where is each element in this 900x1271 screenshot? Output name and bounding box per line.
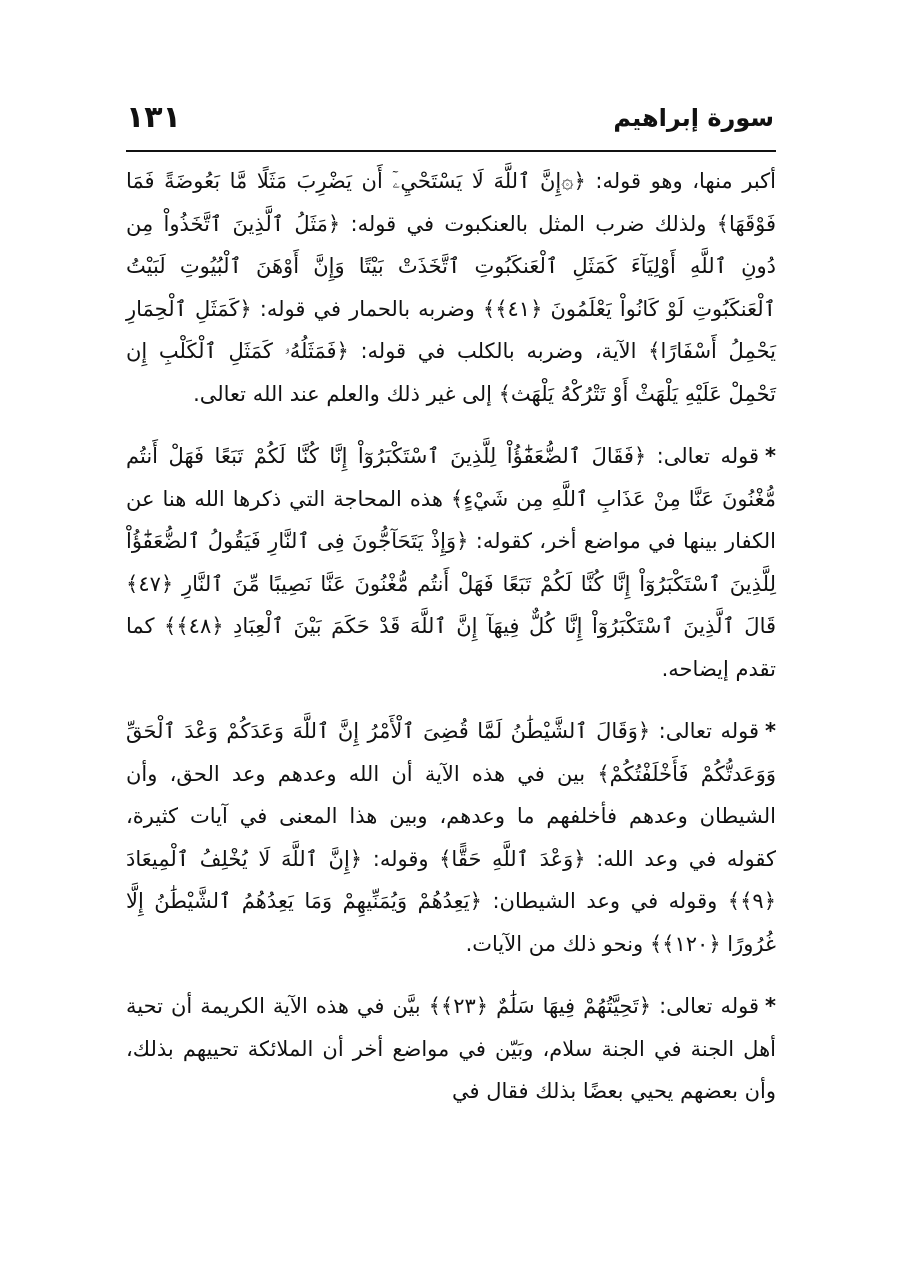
header-divider (126, 150, 776, 152)
star-marker: * (765, 444, 776, 468)
paragraph-text: قوله تعالى: ﴿فَقَالَ ٱلضُّعَفَٰٓؤُاْ لِلَّذِينَ ٱسْتَكْبَرُوٓاْ إِنَّا كُنَّا لَكُمْ تَبَعًا فَهَلْ أَنتُم مُّغْنُونَ عَنَّا مِنْ عَذَابِ ٱللَّهِ مِن شَيْءٍ﴾ هذه المحاجة التي ذكرها الله هنا عن الكفار بينها في مواضع أخر، كقوله: ﴿وَإِذْ يَتَحَآجُّونَ فِى ٱلنَّارِ فَيَقُولُ ٱلضُّعَفَٰٓؤُاْ لِلَّذِينَ ٱسْتَكْبَرُوٓاْ إِنَّا كُنَّا لَكُمْ تَبَعًا فَهَلْ أَنتُم مُّغْنُونَ عَنَّا نَصِيبًا مِّنَ ٱلنَّارِ ﴿٤٧﴾ قَالَ ٱلَّذِينَ ٱسْتَكْبَرُوٓاْ إِنَّا كُلٌّ فِيهَآ إِنَّ ٱللَّهَ قَدْ حَكَمَ بَيْنَ ٱلْعِبَادِ ﴿٤٨﴾﴾ كما تقدم إيضاحه. (126, 444, 777, 681)
surah-title: سورة إبراهيم (613, 104, 774, 132)
paragraph-3 (126, 710, 776, 965)
paragraph-4 (126, 985, 776, 1113)
paragraph-text: قوله تعالى: ﴿وَقَالَ ٱلشَّيْطَٰنُ لَمَّا قُضِىَ ٱلْأَمْرُ إِنَّ ٱللَّهَ وَعَدَكُمْ وَعْدَ ٱلْحَقِّ وَوَعَدتُّكُمْ فَأَخْلَفْتُكُمْ﴾ بين في هذه الآية أن الله وعدهم وعد الحق، وأن الشيطان وعدهم فأخلفهم ما وعدهم، وبين هذا المعنى في آيات كثيرة، كقوله في وعد الله: ﴿وَعْدَ ٱللَّهِ حَقًّا﴾ وقوله: ﴿إِنَّ ٱللَّهَ لَا يُخْلِفُ ٱلْمِيعَادَ ﴿٩﴾﴾ وقوله في وعد الشيطان: ﴿يَعِدُهُمْ وَيُمَنِّيهِمْ وَمَا يَعِدُهُمُ ٱلشَّيْطَٰنُ إِلَّا غُرُورًا ﴿١٢٠﴾﴾ ونحو ذلك من الآيات. (126, 719, 776, 956)
paragraph-2 (126, 435, 776, 690)
star-marker: * (765, 994, 776, 1018)
page-number: ١٣١ (126, 100, 181, 135)
paragraph-1 (126, 160, 776, 415)
page-header (126, 96, 774, 148)
paragraph-text: أكبر منها، وهو قوله: ﴿۞إِنَّ ٱللَّهَ لَا يَسْتَحْيِۦٓ أَن يَضْرِبَ مَثَلًا مَّا بَعُوضَةً فَمَا فَوْقَهَا﴾ ولذلك ضرب المثل بالعنكبوت في قوله: ﴿مَثَلُ ٱلَّذِينَ ٱتَّخَذُواْ مِن دُونِ ٱللَّهِ أَوْلِيَآءَ كَمَثَلِ ٱلْعَنكَبُوتِ ٱتَّخَذَتْ بَيْتًا وَإِنَّ أَوْهَنَ ٱلْبُيُوتِ لَبَيْتُ ٱلْعَنكَبُوتِ لَوْ كَانُواْ يَعْلَمُونَ ﴿٤١﴾﴾ وضربه بالحمار في قوله: ﴿كَمَثَلِ ٱلْحِمَارِ يَحْمِلُ أَسْفَارًا﴾ الآية، وضربه بالكلب في قوله: ﴿فَمَثَلُهُۥ كَمَثَلِ ٱلْكَلْبِ إِن تَحْمِلْ عَلَيْهِ يَلْهَثْ أَوْ تَتْرُكْهُ يَلْهَث﴾ إلى غير ذلك والعلم عند الله تعالى. (126, 169, 776, 406)
tafsir-body (126, 160, 776, 1113)
star-marker: * (765, 719, 776, 743)
paragraph-text: قوله تعالى: ﴿تَحِيَّتُهُمْ فِيهَا سَلَٰمٌ ﴿٢٣﴾﴾ بيَّن في هذه الآية الكريمة أن تحية أهل الجنة في الجنة سلام، وبَيّن في مواضع أخر أن الملائكة تحييهم بذلك، وأن بعضهم يحيي بعضًا بذلك فقال في (126, 994, 776, 1103)
